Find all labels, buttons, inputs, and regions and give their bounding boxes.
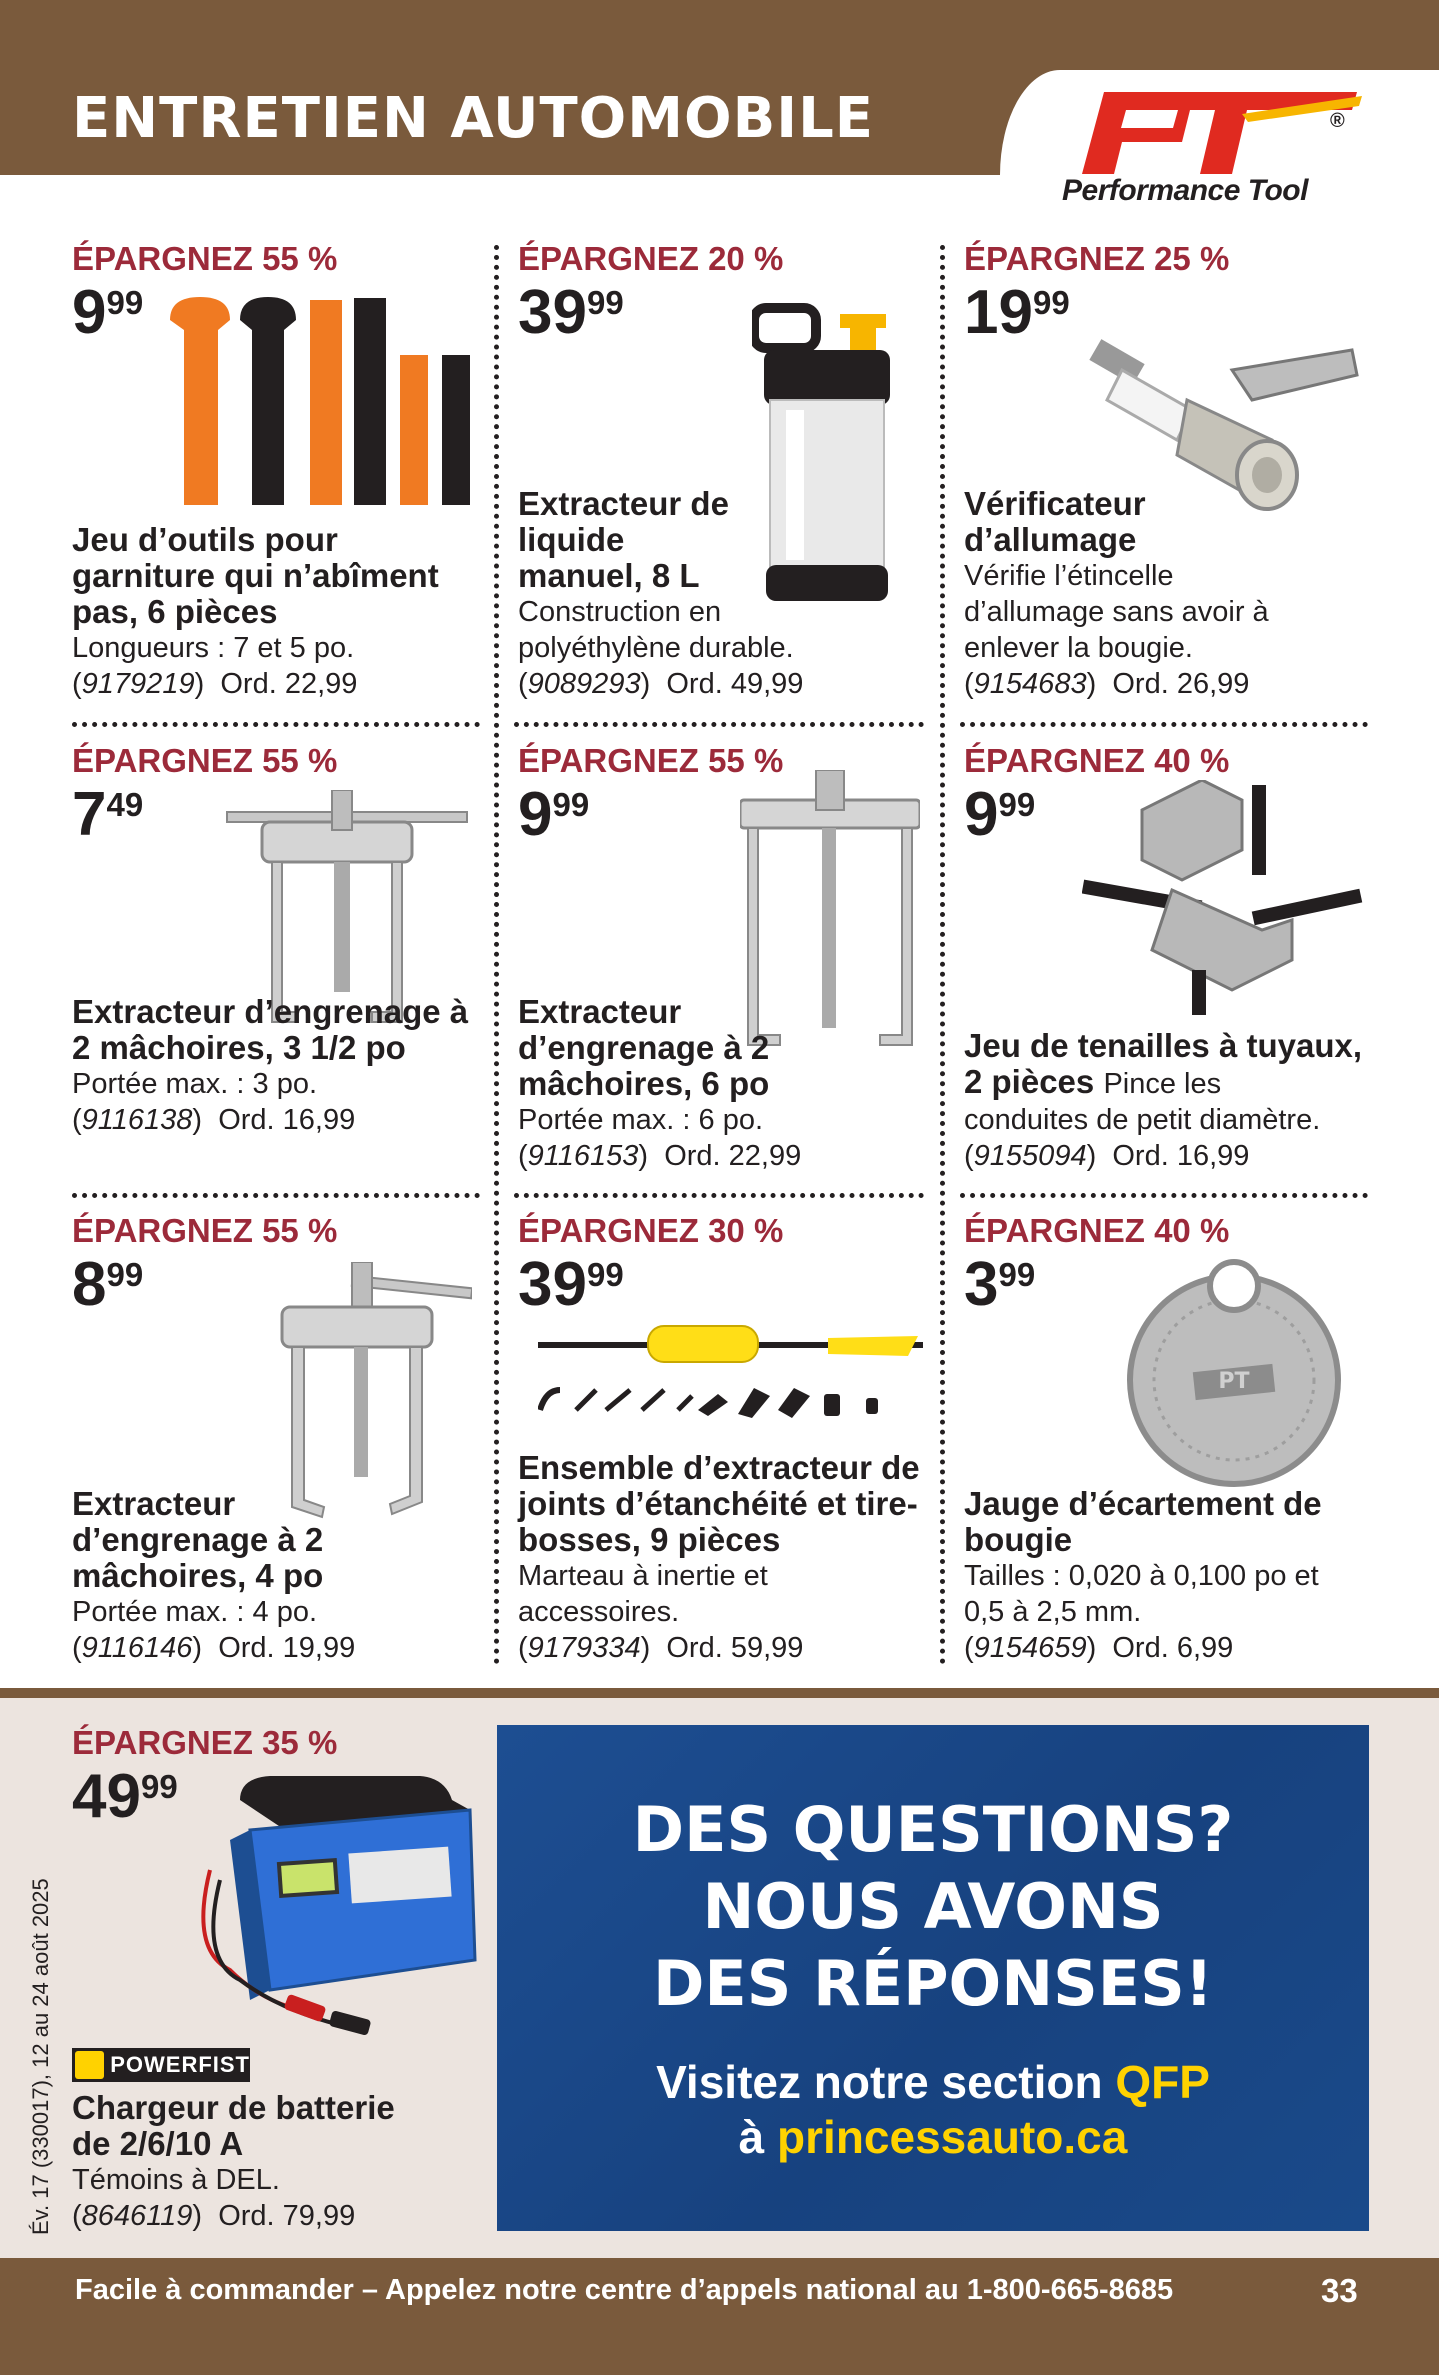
product-name: Extracteur d’engrenage à 2 mâchoires, 4 po [72,1485,324,1594]
price: $7^{49}$ [72,780,144,849]
product-name: Ensemble d’extracteur de joints d’étanchéité et tire-bosses, 9 pièces [518,1449,920,1558]
row-divider [514,722,924,727]
product-name: Jauge d’écartement de bougie [964,1485,1322,1558]
battery-charger-icon [190,1770,480,2040]
svg-text:PT: PT [1218,1369,1250,1394]
product-name: Extracteur d’engrenage à 2 mâchoires, 3 1/2 po [72,993,469,1066]
savings-label: ÉPARGNEZ 35 % [72,1724,338,1761]
spark-gap-gauge-icon [1108,1258,1360,1488]
savings-label: ÉPARGNEZ 55 % [518,742,784,779]
performance-tool-logo-icon [1072,92,1367,174]
fist-icon [75,2051,104,2079]
product-description: Portée max. : 3 po. [72,1068,318,1100]
price: $8^{99}$ [72,1250,144,1319]
gear-puller-icon [272,1262,472,1524]
sku-line: (9179219) Ord. 22,99 [72,668,358,700]
row-divider [72,1193,480,1198]
row-divider [514,1193,924,1198]
savings-label: ÉPARGNEZ 20 % [518,240,784,277]
product-card[interactable] [518,1212,938,1319]
savings-label: ÉPARGNEZ 25 % [964,240,1230,277]
product-description: Vérifie l’étincelle d’allumage sans avoir à enlever la bougie. [964,560,1269,664]
product-description: Construction en polyéthylène durable. [518,596,794,664]
hose-pinch-icon [1082,780,1372,1015]
princessauto-link[interactable]: princessauto.ca [777,2111,1128,2163]
row-divider [960,722,1368,727]
row-divider [960,1193,1368,1198]
product-description: Portée max. : 4 po. [72,1596,318,1628]
product-description: Longueurs : 7 et 5 po. [72,632,355,664]
savings-label: ÉPARGNEZ 40 % [964,742,1230,779]
slide-hammer-icon [538,1318,923,1418]
price: $9^{99}$ [72,278,144,347]
faq-headline-1: DES QUESTIONS? [632,1793,1234,1866]
trim-tools-icon [160,295,480,510]
sku-line: (9116153) Ord. 22,99 [518,1140,802,1172]
sku-line: (9116146) Ord. 19,99 [72,1632,356,1664]
product-description: Témoins à DEL. [72,2164,280,2196]
product-name: Vérificateur d’allumage [964,485,1146,558]
faq-headline-3: DES RÉPONSES! [652,1947,1214,2020]
price: $9^{99}$ [964,780,1036,849]
savings-label: ÉPARGNEZ 55 % [72,742,338,779]
column-divider [494,245,499,1665]
page-number: 33 [1321,2272,1358,2309]
page-title: ENTRETIEN AUTOMOBILE [72,86,875,151]
price: $19^{99}$ [964,278,1070,347]
product-name: Jeu d’outils pour garniture qui n’abîment pas, 6 pièces [72,521,439,630]
row-divider [72,722,480,727]
faq-subline-1: Visitez notre section QFP [656,2056,1210,2108]
sku-line: (9116138) Ord. 16,99 [72,1104,356,1136]
sku-line: (8646119) Ord. 79,99 [72,2200,356,2232]
column-divider [940,245,945,1665]
product-name: Extracteur de liquide manuel, 8 L [518,485,729,594]
savings-label: ÉPARGNEZ 55 % [72,240,338,277]
product-card[interactable] [964,240,1384,347]
product-description: Tailles : 0,020 à 0,100 po et 0,5 à 2,5 mm. [964,1560,1319,1628]
product-description: Marteau à inertie et accessoires. [518,1560,768,1628]
sku-line: (9154683) Ord. 26,99 [964,668,1250,700]
product-name: Chargeur de batterie de 2/6/10 A [72,2089,395,2162]
savings-label: ÉPARGNEZ 30 % [518,1212,784,1249]
price: $39^{99}$ [518,1250,624,1319]
sku-line: (9089293) Ord. 49,99 [518,668,804,700]
product-description: Portée max. : 6 po. [518,1104,764,1136]
savings-label: ÉPARGNEZ 40 % [964,1212,1230,1249]
product-description: conduites de petit diamètre. [964,1104,1321,1136]
product-description-inline: Pince les [1103,1068,1222,1100]
footer-phone-text: Facile à commander – Appelez notre centre d’appels national au 1-800-665-8685 [75,2274,1174,2306]
sku-line: (9179334) Ord. 59,99 [518,1632,804,1664]
product-name: Extracteur d’engrenage à 2 mâchoires, 6 po [518,993,770,1102]
product-name: Jeu de tenailles à tuyaux, 2 pièces Pince les [964,1027,1362,1100]
edition-note: Év. 17 (330017), 12 au 24 août 2025 [28,1878,53,2235]
faq-headline-2: NOUS AVONS [702,1870,1164,1943]
sku-line: (9155094) Ord. 16,99 [964,1140,1250,1172]
price: $39^{99}$ [518,278,624,347]
sku-line: (9154659) Ord. 6,99 [964,1632,1234,1664]
savings-label: ÉPARGNEZ 55 % [72,1212,338,1249]
registered-mark: ® [1330,110,1345,132]
price: $9^{99}$ [518,780,590,849]
faq-banner[interactable] [497,1725,1369,2231]
faq-subline-2[interactable]: à princessauto.ca [738,2111,1128,2163]
price: $3^{99}$ [964,1250,1036,1319]
brand-name: Performance Tool [1062,174,1308,207]
price: $49^{99}$ [72,1762,178,1831]
powerfist-brand-badge: POWERFIST [72,2048,250,2082]
